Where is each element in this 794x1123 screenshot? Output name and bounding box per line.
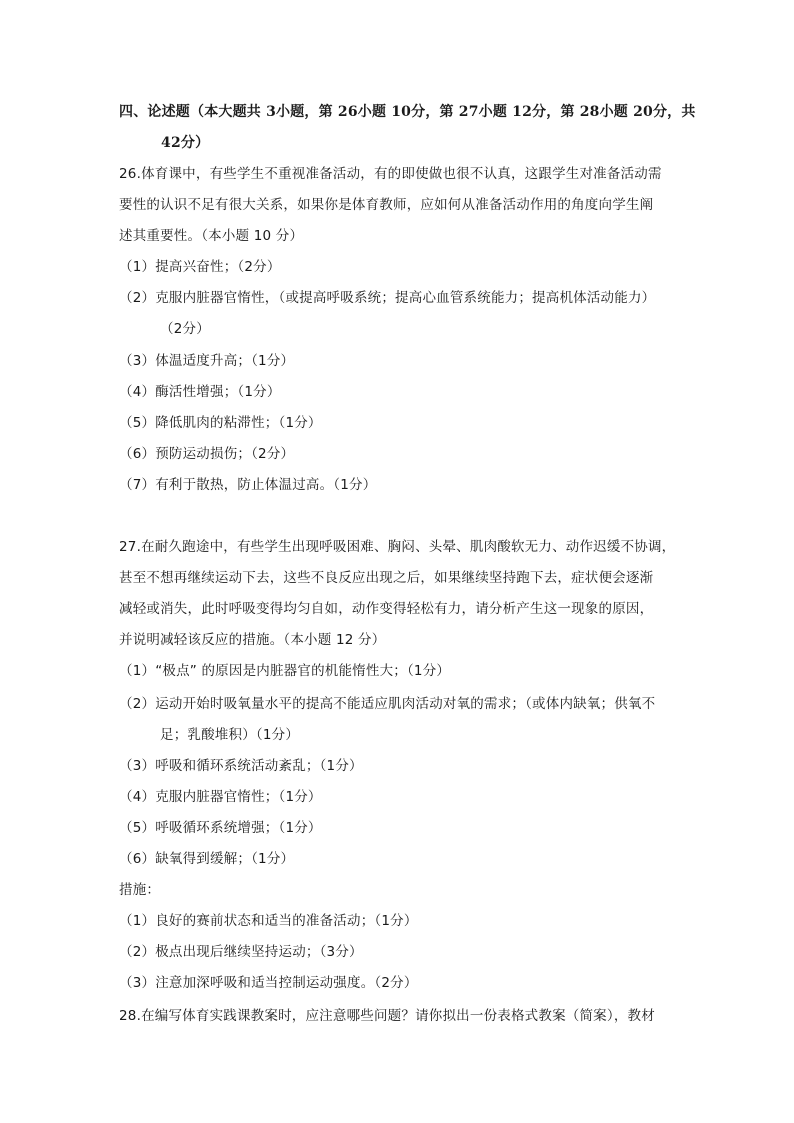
q26-answer-item: （1）提高兴奋性；（2分） [119, 259, 281, 275]
q27-measure-item: （3）注意加深呼吸和适当控制运动强度。（2分） [119, 975, 418, 991]
q28-stem-line: 28.在编写体育实践课教案时，应注意哪些问题？请你拟出一份表格式教案（简案），教材 [119, 1008, 655, 1024]
section-heading-continued: 42分） [161, 135, 210, 151]
q26-answer-item-continued: （2分） [160, 321, 210, 337]
q27-answer-item: （5）呼吸循环系统增强；（1分） [119, 820, 322, 836]
q26-answer-item: （3）体温适度升高；（1分） [119, 353, 295, 369]
q26-answer-item: （2）克服内脏器官惰性，（或提高呼吸系统；提高心血管系统能力；提高机体活动能力） [119, 290, 656, 306]
q26-stem-line: 述其重要性。（本小题 10 分） [119, 228, 304, 244]
q27-answer-item-continued: 足；乳酸堆积）（1分） [160, 727, 300, 743]
section-heading: 四、论述题（本大题共 3小题，第 26小题 10分，第 27小题 12分，第 28小题 20分，共 [119, 104, 696, 120]
q26-answer-item: （7）有利于散热，防止体温过高。（1分） [119, 477, 377, 493]
q26-answer-item: （4）酶活性增强；（1分） [119, 384, 281, 400]
q27-stem-line: 减轻或消失，此时呼吸变得均匀自如，动作变得轻松有力，请分析产生这一现象的原因， [119, 601, 654, 617]
q27-measures-label: 措施： [119, 882, 161, 898]
q27-answer-item: （1）“极点” 的原因是内脏器官的机能惰性大；（1分） [119, 663, 451, 679]
q27-stem-line: 并说明减轻该反应的措施。（本小题 12 分） [119, 632, 386, 648]
q27-stem-line: 27.在耐久跑途中，有些学生出现呼吸困难、胸闷、头晕、肌肉酸软无力、动作迟缓不协调， [119, 539, 676, 555]
q27-answer-item: （3）呼吸和循环系统活动紊乱；（1分） [119, 758, 363, 774]
q26-answer-item: （6）预防运动损伤；（2分） [119, 446, 295, 462]
q27-answer-item: （2）运动开始时吸氧量水平的提高不能适应肌肉活动对氧的需求；（或体内缺氧；供氧不 [119, 696, 656, 712]
q26-stem-line: 26.体育课中，有些学生不重视准备活动，有的即使做也很不认真，这跟学生对准备活动需 [119, 166, 662, 182]
q27-answer-item: （6）缺氧得到缓解；（1分） [119, 851, 295, 867]
q27-stem-line: 甚至不想再继续运动下去，这些不良反应出现之后，如果继续坚持跑下去，症状便会逐渐 [119, 570, 654, 586]
q27-answer-item: （4）克服内脏器官惰性；（1分） [119, 789, 322, 805]
q26-answer-item: （5）降低肌肉的粘滞性；（1分） [119, 415, 322, 431]
q27-measure-item: （1）良好的赛前状态和适当的准备活动；（1分） [119, 913, 418, 929]
q27-measure-item: （2）极点出现后继续坚持运动；（3分） [119, 944, 363, 960]
q26-stem-line: 要性的认识不足有很大关系，如果你是体育教师，应如何从准备活动作用的角度向学生阐 [119, 197, 654, 213]
